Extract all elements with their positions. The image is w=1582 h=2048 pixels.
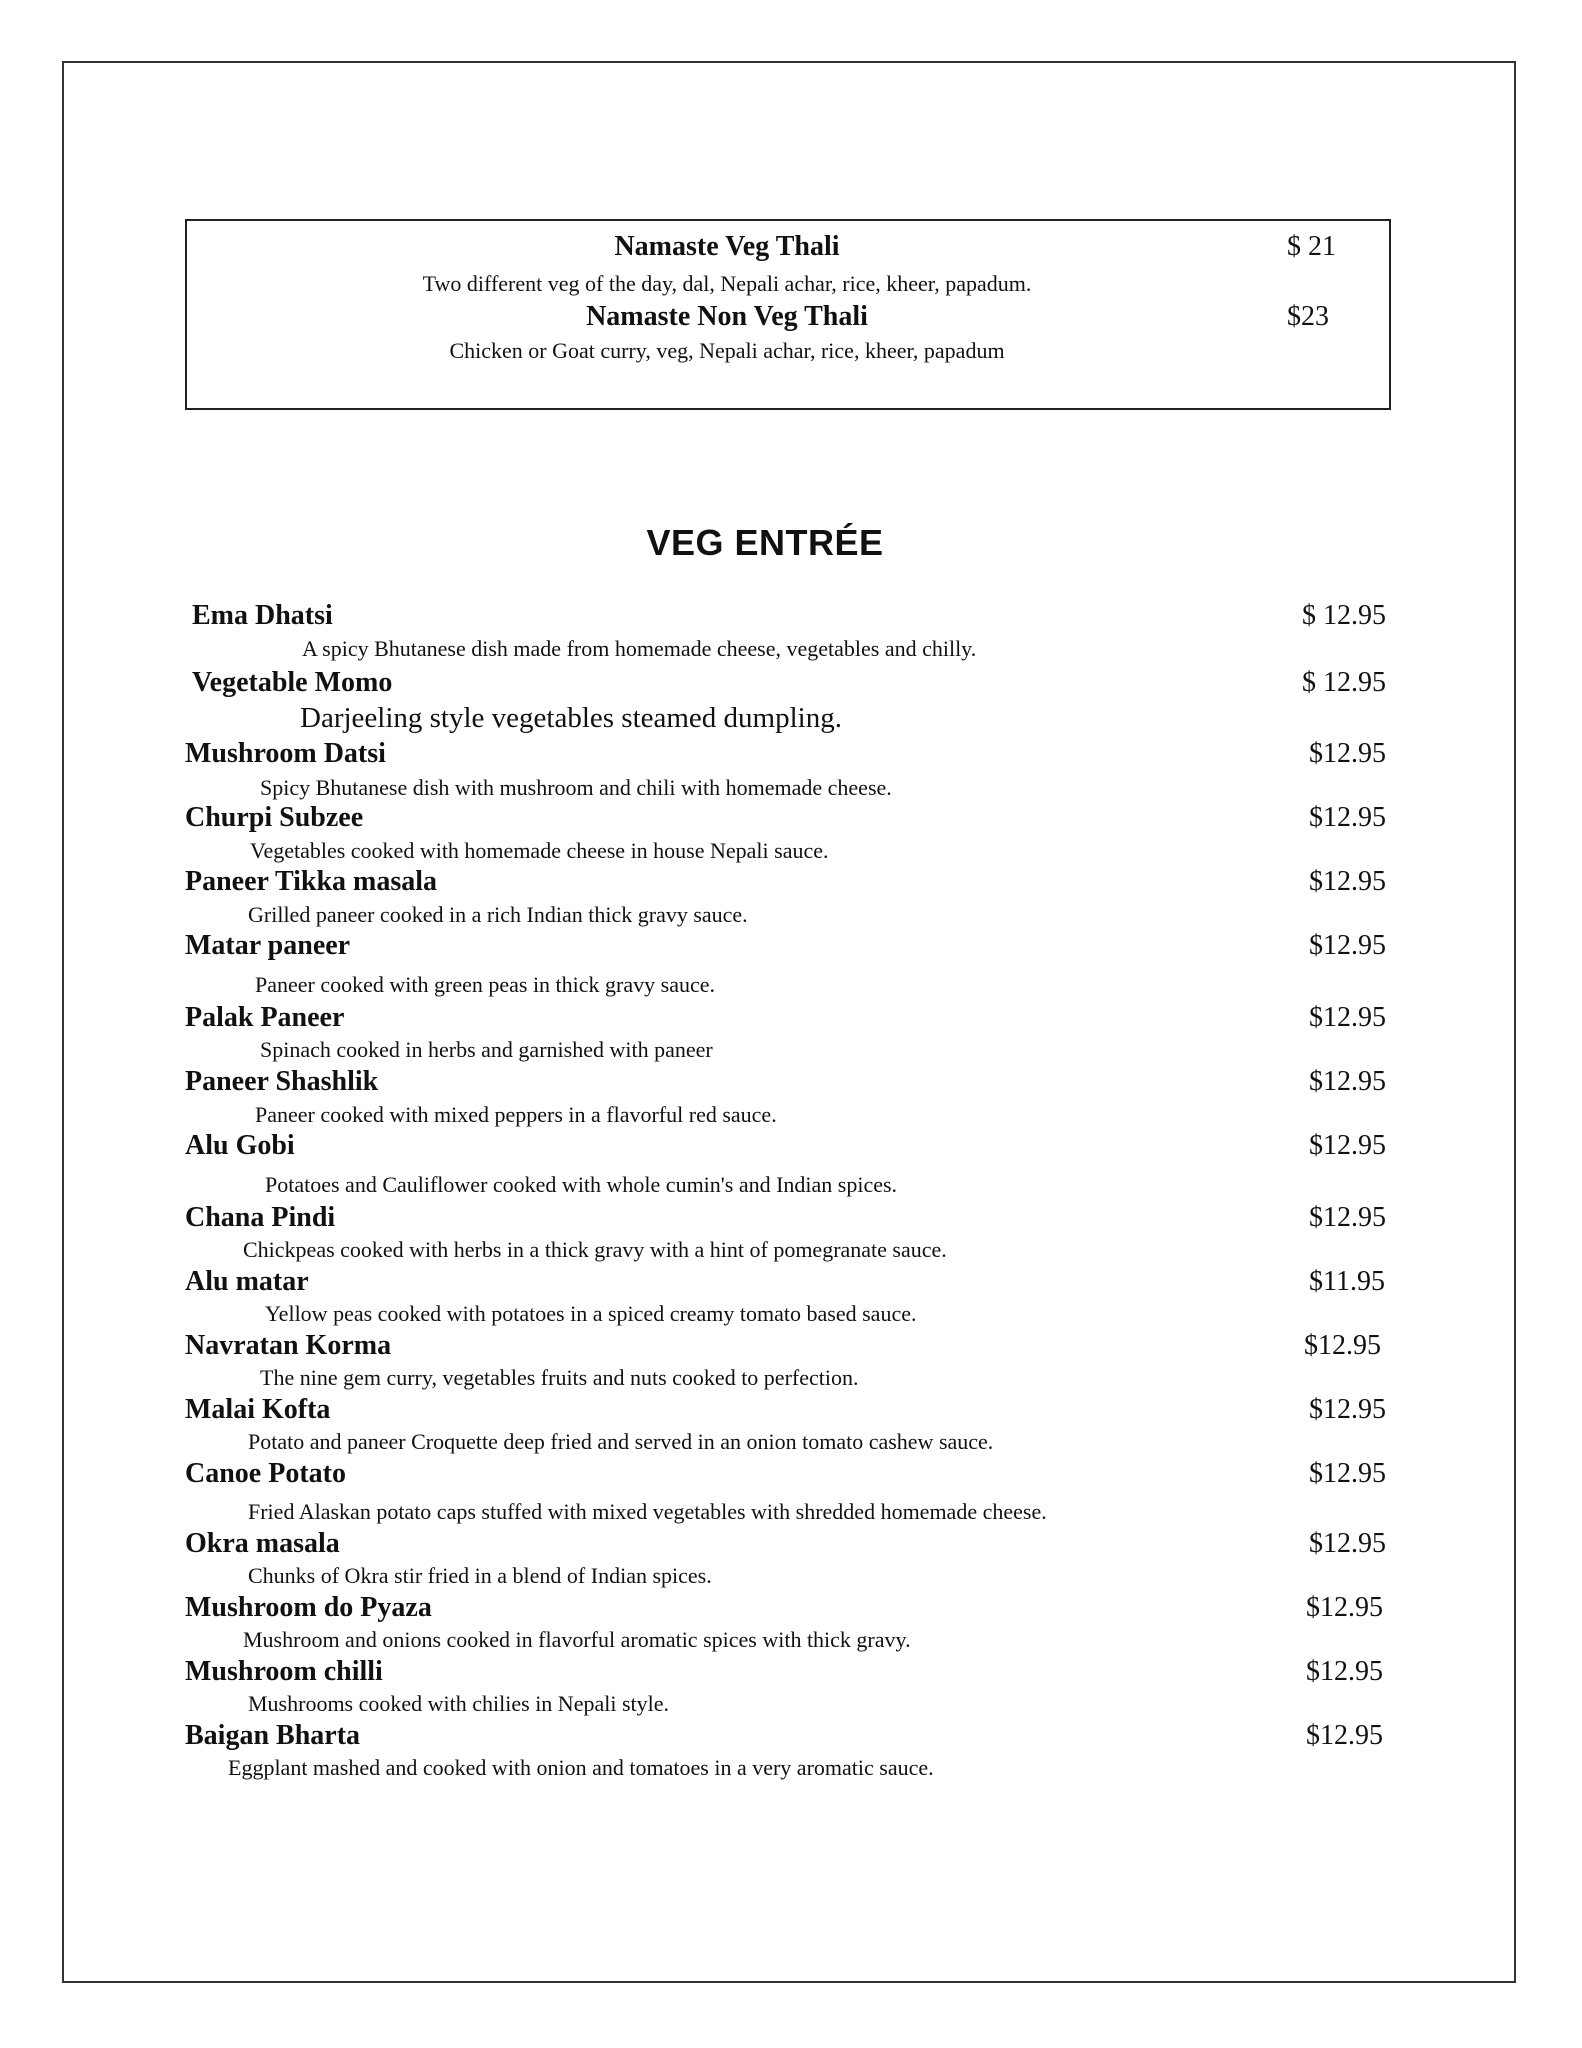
menu-item-desc-canoe-potato: Fried Alaskan potato caps stuffed with mixed vegetables with shredded homemade cheese. <box>248 1499 1047 1524</box>
menu-item-desc-malai-kofta: Potato and paneer Croquette deep fried and served in an onion tomato cashew sauce. <box>248 1429 994 1454</box>
menu-item-price-mushroom-chilli: $12.95 <box>1306 1656 1383 1687</box>
menu-item-price-okra-masala: $12.95 <box>1309 1528 1386 1559</box>
section-title: VEG ENTRÉE <box>646 522 884 563</box>
menu-item-name-alu-gobi: Alu Gobi <box>185 1130 295 1161</box>
menu-item-desc-ema-dhatsi: A spicy Bhutanese dish made from homemade cheese, vegetables and chilly. <box>302 636 977 661</box>
menu-item-name-alu-matar: Alu matar <box>185 1266 309 1297</box>
menu-item-name-vegetable-momo: Vegetable Momo <box>192 667 393 698</box>
thali-price-veg: $ 21 <box>1287 231 1336 262</box>
menu-item-name-palak-paneer: Palak Paneer <box>185 1002 345 1033</box>
menu-item-price-alu-gobi: $12.95 <box>1309 1130 1386 1161</box>
menu-item-name-ema-dhatsi: Ema Dhatsi <box>192 600 333 631</box>
menu-item-desc-chana-pindi: Chickpeas cooked with herbs in a thick gravy with a hint of pomegranate sauce. <box>243 1237 947 1262</box>
menu-item-desc-mushroom-datsi: Spicy Bhutanese dish with mushroom and chili with homemade cheese. <box>260 775 892 800</box>
menu-item-name-navratan-korma: Navratan Korma <box>185 1330 392 1361</box>
menu-item-desc-navratan-korma: The nine gem curry, vegetables fruits and nuts cooked to perfection. <box>260 1365 859 1390</box>
menu-item-price-paneer-tikka-masala: $12.95 <box>1309 866 1386 897</box>
menu-item-name-chana-pindi: Chana Pindi <box>185 1202 336 1233</box>
menu-item-price-canoe-potato: $12.95 <box>1309 1458 1386 1489</box>
menu-item-desc-churpi-subzee: Vegetables cooked with homemade cheese in house Nepali sauce. <box>250 838 829 863</box>
menu-item-name-mushroom-chilli: Mushroom chilli <box>185 1656 383 1687</box>
thali-price-nonveg: $23 <box>1287 301 1329 332</box>
menu-item-desc-paneer-shashlik: Paneer cooked with mixed peppers in a flavorful red sauce. <box>255 1102 777 1127</box>
menu-item-price-malai-kofta: $12.95 <box>1309 1394 1386 1425</box>
menu-item-desc-alu-matar: Yellow peas cooked with potatoes in a spiced creamy tomato based sauce. <box>265 1301 917 1326</box>
menu-item-price-vegetable-momo: $ 12.95 <box>1302 667 1386 698</box>
thali-name-nonveg: Namaste Non Veg Thali <box>586 301 868 332</box>
menu-item-price-ema-dhatsi: $ 12.95 <box>1302 600 1386 631</box>
menu-item-price-alu-matar: $11.95 <box>1309 1266 1385 1297</box>
menu-item-desc-okra-masala: Chunks of Okra stir fried in a blend of Indian spices. <box>248 1563 712 1588</box>
menu-item-name-canoe-potato: Canoe Potato <box>185 1458 346 1489</box>
menu-item-price-chana-pindi: $12.95 <box>1309 1202 1386 1233</box>
menu-item-price-churpi-subzee: $12.95 <box>1309 802 1386 833</box>
menu-item-desc-matar-paneer: Paneer cooked with green peas in thick gravy sauce. <box>255 972 715 997</box>
menu-item-desc-vegetable-momo: Darjeeling style vegetables steamed dumpling. <box>300 702 842 734</box>
menu-item-price-baigan-bharta: $12.95 <box>1306 1720 1383 1751</box>
menu-item-desc-mushroom-chilli: Mushrooms cooked with chilies in Nepali style. <box>248 1691 669 1716</box>
menu-item-name-paneer-shashlik: Paneer Shashlik <box>185 1066 379 1097</box>
menu-item-price-navratan-korma: $12.95 <box>1304 1330 1381 1361</box>
menu-item-name-mushroom-do-pyaza: Mushroom do Pyaza <box>185 1592 432 1623</box>
menu-item-name-baigan-bharta: Baigan Bharta <box>185 1720 361 1751</box>
menu-item-desc-baigan-bharta: Eggplant mashed and cooked with onion and tomatoes in a very aromatic sauce. <box>228 1755 934 1780</box>
menu-item-desc-palak-paneer: Spinach cooked in herbs and garnished with paneer <box>260 1037 713 1062</box>
thali-desc-veg: Two different veg of the day, dal, Nepali achar, rice, kheer, papadum. <box>422 271 1032 296</box>
menu-item-name-paneer-tikka-masala: Paneer Tikka masala <box>185 866 438 897</box>
menu-item-name-malai-kofta: Malai Kofta <box>185 1394 331 1425</box>
menu-item-name-churpi-subzee: Churpi Subzee <box>185 802 364 833</box>
menu-item-name-mushroom-datsi: Mushroom Datsi <box>185 738 386 769</box>
menu-item-desc-paneer-tikka-masala: Grilled paneer cooked in a rich Indian thick gravy sauce. <box>248 902 748 927</box>
menu-item-price-paneer-shashlik: $12.95 <box>1309 1066 1386 1097</box>
menu-item-price-palak-paneer: $12.95 <box>1309 1002 1386 1033</box>
menu-item-price-matar-paneer: $12.95 <box>1309 930 1386 961</box>
thali-desc-nonveg: Chicken or Goat curry, veg, Nepali achar, rice, kheer, papadum <box>449 338 1005 363</box>
menu-item-price-mushroom-do-pyaza: $12.95 <box>1306 1592 1383 1623</box>
thali-box <box>185 219 1391 410</box>
thali-name-veg: Namaste Veg Thali <box>614 231 840 262</box>
menu-item-name-matar-paneer: Matar paneer <box>185 930 351 961</box>
menu-item-desc-alu-gobi: Potatoes and Cauliflower cooked with whole cumin's and Indian spices. <box>265 1172 898 1197</box>
menu-item-price-mushroom-datsi: $12.95 <box>1309 738 1386 769</box>
menu-item-name-okra-masala: Okra masala <box>185 1528 340 1559</box>
menu-item-desc-mushroom-do-pyaza: Mushroom and onions cooked in flavorful aromatic spices with thick gravy. <box>243 1627 911 1652</box>
